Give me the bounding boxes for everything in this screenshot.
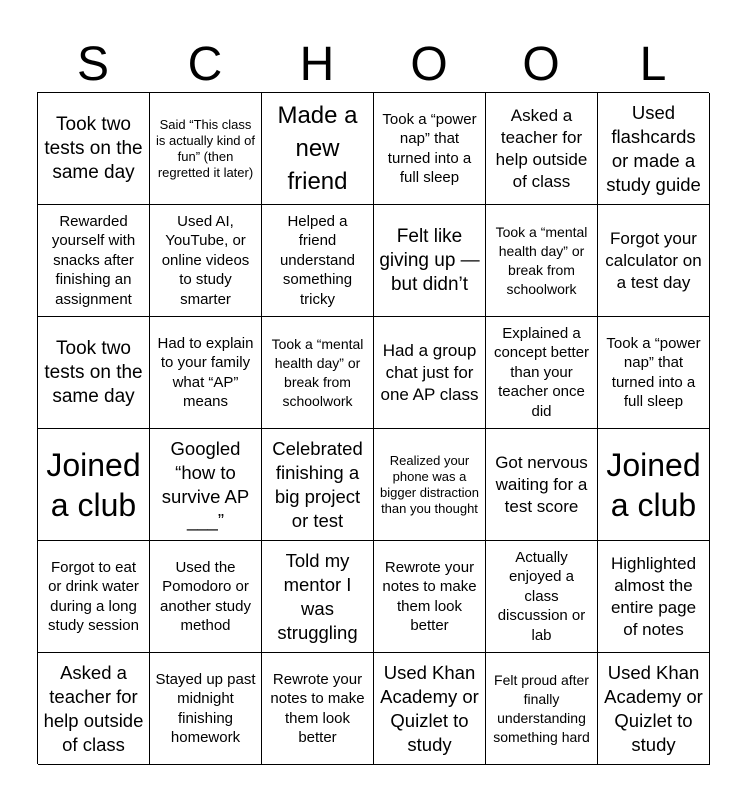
header-letter-o-2: O <box>522 38 560 91</box>
header-letter-l: L <box>639 38 667 91</box>
header-letter-o: O <box>410 38 448 91</box>
bingo-cell[interactable]: Took a “power nap” that turned into a full sleep <box>598 317 710 429</box>
bingo-cell[interactable]: Took two tests on the same day <box>38 93 150 205</box>
bingo-cell[interactable]: Took a “mental health day” or break from schoolwork <box>262 317 374 429</box>
bingo-cell[interactable]: Googled “how to survive AP ___” <box>150 429 262 541</box>
bingo-cell[interactable]: Asked a teacher for help outside of class <box>486 93 598 205</box>
bingo-cell[interactable]: Used the Pomodoro or another study method <box>150 541 262 653</box>
bingo-board <box>37 92 709 764</box>
bingo-cell[interactable]: Felt like giving up — but didn’t <box>374 205 486 317</box>
bingo-cell[interactable]: Got nervous waiting for a test score <box>486 429 598 541</box>
bingo-cell[interactable]: Joined a club <box>598 429 710 541</box>
bingo-cell[interactable]: Stayed up past midnight finishing homework <box>150 653 262 765</box>
bingo-cell[interactable]: Used Khan Academy or Quizlet to study <box>598 653 710 765</box>
bingo-cell[interactable]: Rewrote your notes to make them look better <box>262 653 374 765</box>
bingo-cell[interactable]: Actually enjoyed a class discussion or lab <box>486 541 598 653</box>
bingo-cell[interactable]: Used AI, YouTube, or online videos to study smarter <box>150 205 262 317</box>
header-letter-c: C <box>187 38 223 91</box>
bingo-cell[interactable]: Celebrated finishing a big project or test <box>262 429 374 541</box>
header-letter-h: H <box>299 38 335 91</box>
bingo-header <box>37 38 709 92</box>
bingo-cell[interactable]: Took a “power nap” that turned into a full sleep <box>374 93 486 205</box>
bingo-cell[interactable]: Said “This class is actually kind of fun” (then regretted it later) <box>150 93 262 205</box>
bingo-cell[interactable]: Had to explain to your family what “AP” means <box>150 317 262 429</box>
bingo-cell[interactable]: Rewarded yourself with snacks after finishing an assignment <box>38 205 150 317</box>
bingo-cell[interactable]: Took two tests on the same day <box>38 317 150 429</box>
bingo-cell[interactable]: Felt proud after finally understanding something hard <box>486 653 598 765</box>
bingo-cell[interactable]: Realized your phone was a bigger distraction than you thought <box>374 429 486 541</box>
header-letter-s: S <box>76 38 109 91</box>
bingo-cell[interactable]: Asked a teacher for help outside of class <box>38 653 150 765</box>
bingo-cell[interactable]: Helped a friend understand something tricky <box>262 205 374 317</box>
bingo-cell[interactable]: Took a “mental health day” or break from schoolwork <box>486 205 598 317</box>
bingo-cell[interactable]: Told my mentor I was struggling <box>262 541 374 653</box>
bingo-cell[interactable]: Forgot your calculator on a test day <box>598 205 710 317</box>
bingo-cell[interactable]: Made a new friend <box>262 93 374 205</box>
bingo-cell[interactable]: Forgot to eat or drink water during a long study session <box>38 541 150 653</box>
bingo-cell[interactable]: Had a group chat just for one AP class <box>374 317 486 429</box>
bingo-cell[interactable]: Rewrote your notes to make them look better <box>374 541 486 653</box>
bingo-cell[interactable]: Joined a club <box>38 429 150 541</box>
bingo-cell[interactable]: Used Khan Academy or Quizlet to study <box>374 653 486 765</box>
bingo-cell[interactable]: Used flashcards or made a study guide <box>598 93 710 205</box>
bingo-cell[interactable]: Highlighted almost the entire page of notes <box>598 541 710 653</box>
bingo-cell[interactable]: Explained a concept better than your teacher once did <box>486 317 598 429</box>
